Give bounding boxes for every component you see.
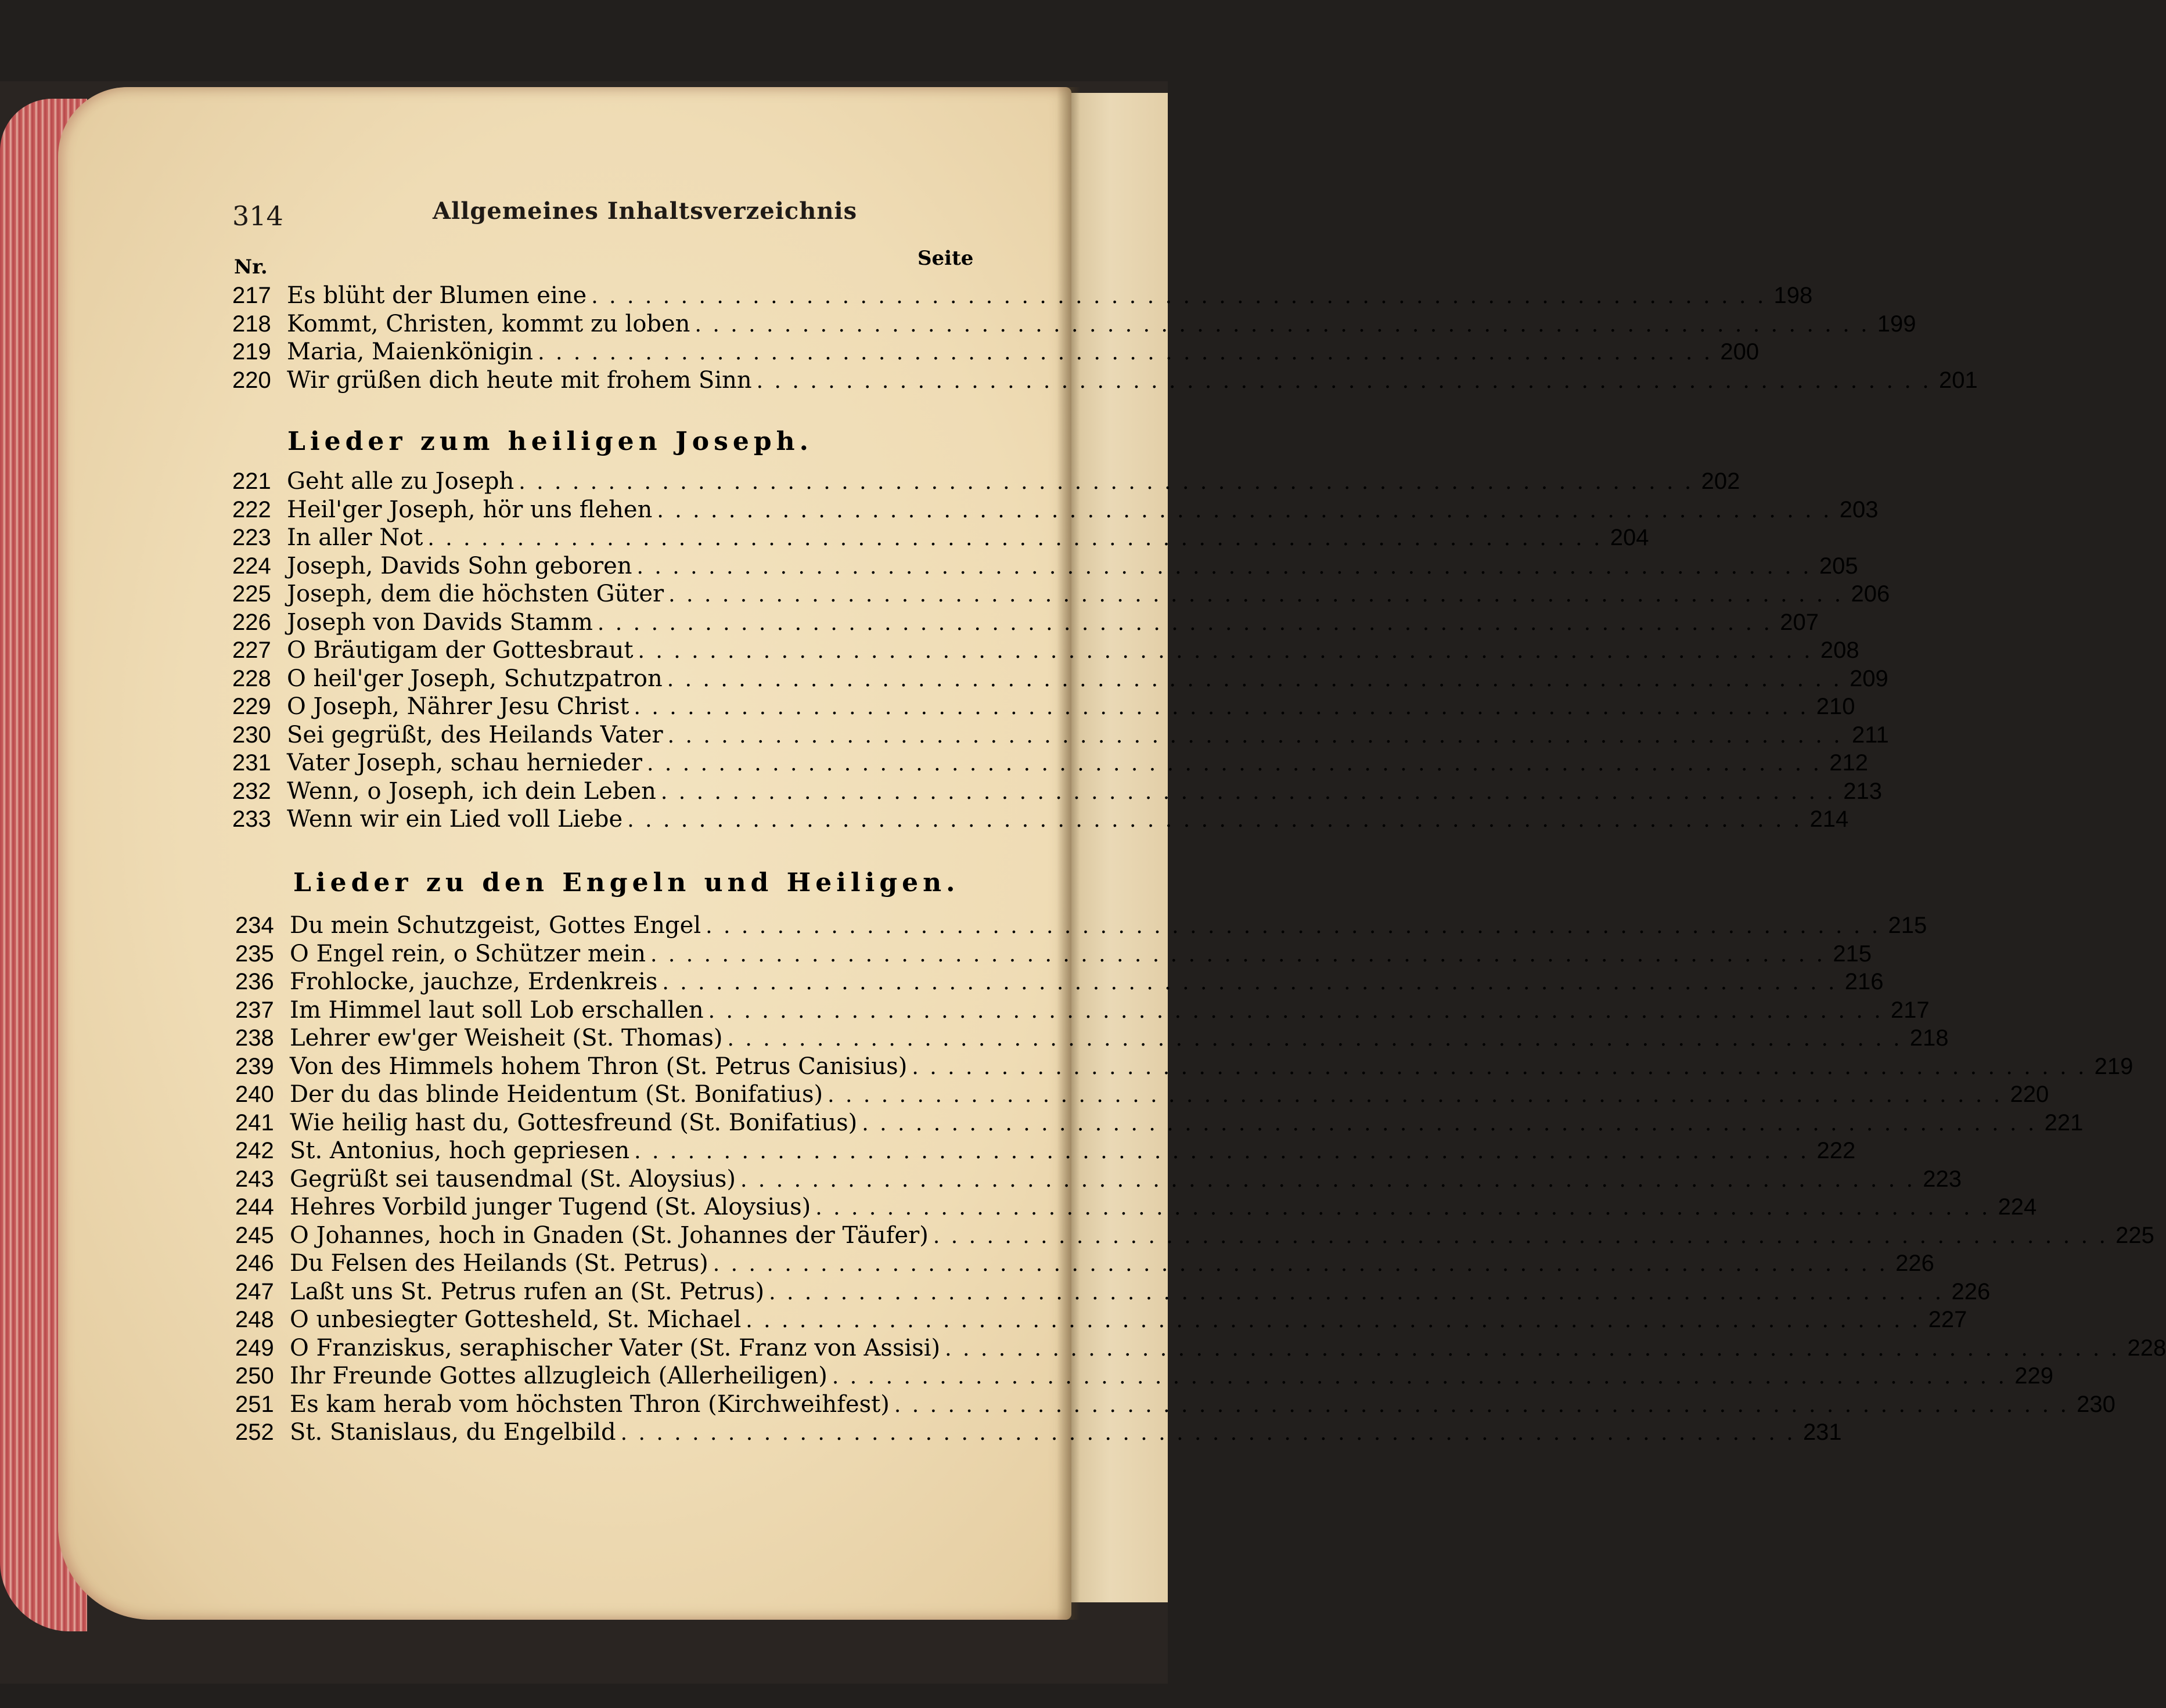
entry-number: 220 (232, 367, 271, 393)
list-item (232, 693, 1855, 721)
list-item (235, 1306, 1967, 1334)
entry-number: 245 (235, 1222, 274, 1248)
list-item (235, 1137, 1856, 1165)
list-item (235, 1334, 2166, 1363)
entry-title: Es blüht der Blumen eine (287, 282, 587, 309)
entry-number: 218 (232, 311, 271, 337)
leader-dots (746, 1307, 1920, 1335)
entry-page: 225 (2115, 1222, 2154, 1248)
leader-dots (427, 525, 1602, 553)
list-item (232, 496, 1879, 524)
list-item (232, 777, 1882, 806)
entry-title: Gegrüßt sei tausendmal (St. Aloysius) (290, 1165, 736, 1192)
section-heading-engel: Lieder zu den Engeln und Heiligen. (293, 868, 960, 898)
leader-dots (634, 694, 1808, 722)
entry-title: In aller Not (287, 524, 423, 551)
entry-number: 233 (232, 806, 271, 832)
entry-title: St. Stanislaus, du Engelbild (290, 1419, 616, 1446)
entry-title: Sei gegrüßt, des Heilands Vater (287, 721, 663, 748)
list-item (232, 467, 1740, 496)
list-item (232, 721, 1889, 749)
list-item (235, 1165, 1962, 1194)
entry-page: 204 (1610, 525, 1649, 550)
entry-number: 238 (235, 1025, 274, 1051)
entry-page: 215 (1888, 913, 1927, 938)
list-item (235, 940, 1872, 968)
leader-dots (912, 1054, 2086, 1082)
entry-list-engel (235, 911, 2166, 1447)
leader-dots (740, 1166, 1915, 1195)
leader-dots (519, 469, 1693, 497)
entry-title: Hehres Vorbild junger Tugend (St. Aloysius) (290, 1194, 811, 1220)
entry-number: 223 (232, 525, 271, 550)
entry-page: 205 (1819, 553, 1858, 579)
entry-number: 240 (235, 1082, 274, 1107)
list-item (232, 805, 1849, 834)
entry-number: 239 (235, 1053, 274, 1079)
entry-number: 250 (235, 1363, 274, 1389)
leader-dots (862, 1110, 2037, 1138)
entry-page: 213 (1843, 778, 1882, 804)
leader-dots (727, 1025, 1902, 1054)
entry-page: 214 (1809, 806, 1849, 832)
entry-list-group1 (232, 282, 1978, 394)
entry-number: 234 (235, 913, 274, 938)
leader-dots (815, 1194, 1990, 1223)
list-item (235, 1080, 2049, 1109)
entry-title: Geht alle zu Joseph (287, 468, 514, 495)
entry-page: 220 (2010, 1082, 2049, 1107)
entry-page: 207 (1780, 609, 1819, 635)
entry-page: 224 (1998, 1194, 2037, 1220)
entry-title: Maria, Maienkönigin (287, 338, 534, 365)
leader-dots (621, 1419, 1796, 1448)
leader-dots (662, 969, 1837, 997)
entry-page: 223 (1923, 1166, 1962, 1192)
list-item (232, 338, 1760, 366)
entry-title: Der du das blinde Heidentum (St. Bonifatius) (290, 1081, 823, 1108)
entry-title: O Franziskus, seraphischer Vater (St. Franz von Assisi) (290, 1334, 941, 1361)
leader-dots (945, 1335, 2120, 1364)
list-item (232, 749, 1869, 777)
list-item (235, 911, 1927, 940)
entry-title: Wir grüßen dich heute mit frohem Sinn (287, 366, 752, 394)
entry-title: O unbesiegter Gottesheld, St. Michael (290, 1306, 742, 1333)
list-item (235, 1278, 1991, 1306)
entry-title: Laßt uns St. Petrus rufen an (St. Petrus) (290, 1278, 765, 1305)
entry-title: O Johannes, hoch in Gnaden (St. Johannes der Täufer) (290, 1221, 929, 1249)
leader-dots (667, 666, 1842, 694)
leader-dots (668, 722, 1843, 751)
list-item (232, 552, 1858, 581)
entry-page: 221 (2044, 1109, 2084, 1136)
entry-title: Es kam herab vom höchsten Thron (Kirchweihfest) (290, 1390, 890, 1418)
leader-dots (638, 637, 1813, 666)
entry-number: 230 (232, 722, 271, 748)
leader-dots (591, 283, 1766, 311)
entry-number: 221 (232, 469, 271, 494)
list-item (235, 1193, 2037, 1221)
entry-title: Wie heilig hast du, Gottesfreund (St. Bonifatius) (290, 1109, 858, 1136)
entry-number: 228 (232, 665, 271, 691)
entry-page: 201 (1939, 367, 1978, 393)
list-item (235, 1249, 1934, 1278)
entry-number: 222 (232, 496, 271, 523)
leader-dots (538, 339, 1712, 367)
page-number: 314 (232, 200, 283, 232)
leader-dots (668, 581, 1843, 610)
leader-dots (627, 806, 1802, 835)
list-item (232, 580, 1890, 608)
entry-page: 211 (1851, 722, 1889, 748)
entry-number: 235 (235, 941, 274, 967)
entry-page: 208 (1820, 637, 1859, 663)
entry-page: 199 (1877, 311, 1916, 337)
list-item (232, 282, 1813, 310)
leader-dots (650, 941, 1825, 970)
entry-title: O Joseph, Nährer Jesu Christ (287, 693, 629, 720)
entry-page: 227 (1928, 1307, 1967, 1332)
entry-number: 225 (232, 581, 271, 607)
leader-dots (894, 1392, 2069, 1420)
entry-page: 226 (1951, 1278, 1991, 1305)
entry-page: 228 (2127, 1335, 2166, 1361)
leader-dots (634, 1138, 1809, 1166)
entry-number: 227 (232, 637, 271, 663)
entry-title: Joseph, Davids Sohn geboren (287, 552, 632, 579)
list-item (232, 636, 1859, 665)
entry-page: 200 (1720, 339, 1760, 365)
list-item (235, 1221, 2154, 1250)
leader-dots (832, 1363, 2007, 1392)
column-header-seite: Seite (918, 247, 974, 270)
entry-title: Frohlocke, jauchze, Erdenkreis (290, 968, 658, 995)
entry-page: 218 (1909, 1025, 1949, 1051)
entry-page: 206 (1851, 581, 1890, 607)
leader-dots (706, 913, 1880, 941)
leader-dots (757, 367, 1931, 396)
entry-title: Lehrer ew'ger Weisheit (St. Thomas) (290, 1025, 723, 1051)
leader-dots (647, 750, 1822, 779)
list-item (232, 608, 1819, 637)
running-title: Allgemeines Inhaltsverzeichnis (433, 197, 858, 225)
entry-title: Von des Himmels hohem Thron (St. Petrus Canisius) (290, 1053, 908, 1080)
entry-page: 231 (1802, 1419, 1842, 1445)
leader-dots (769, 1279, 1944, 1307)
entry-number: 236 (235, 969, 274, 994)
list-item (232, 524, 1649, 552)
entry-page: 202 (1701, 469, 1740, 494)
leader-dots (708, 997, 1883, 1026)
list-item (235, 1053, 2133, 1081)
entry-page: 216 (1844, 969, 1884, 994)
leader-dots (661, 779, 1836, 807)
entry-title: Joseph, dem die höchsten Güter (287, 581, 664, 607)
entry-number: 229 (232, 694, 271, 719)
section-heading-joseph: Lieder zum heiligen Joseph. (287, 427, 813, 456)
entry-title: Joseph von Davids Stamm (287, 608, 593, 636)
entry-number: 244 (235, 1194, 274, 1220)
entry-title: O Engel rein, o Schützer mein (290, 940, 646, 967)
entry-title: Heil'ger Joseph, hör uns flehen (287, 496, 653, 523)
entry-number: 231 (232, 750, 271, 776)
entry-title: O heil'ger Joseph, Schutzpatron (287, 665, 663, 692)
entry-page: 215 (1833, 941, 1872, 967)
entry-page: 210 (1816, 694, 1855, 719)
column-header-nr: Nr. (234, 255, 268, 279)
entry-number: 252 (235, 1419, 274, 1445)
entry-title: Wenn, o Joseph, ich dein Leben (287, 777, 656, 805)
entry-number: 224 (232, 553, 271, 579)
entry-title: Ihr Freunde Gottes allzugleich (Allerheiligen) (290, 1363, 827, 1389)
entry-number: 246 (235, 1251, 274, 1276)
list-item (232, 665, 1888, 693)
leader-dots (827, 1082, 2002, 1110)
entry-title: Wenn wir ein Lied voll Liebe (287, 806, 623, 833)
entry-number: 226 (232, 609, 271, 635)
list-item (235, 1109, 2084, 1137)
entry-number: 243 (235, 1166, 274, 1192)
entry-page: 230 (2077, 1391, 2115, 1417)
entry-number: 251 (235, 1391, 274, 1417)
leader-dots (598, 610, 1772, 638)
entry-title: O Bräutigam der Gottesbraut (287, 637, 634, 664)
entry-title: St. Antonius, hoch gepriesen (290, 1137, 630, 1164)
entry-number: 237 (235, 997, 274, 1023)
list-item (235, 1362, 2053, 1390)
entry-page: 219 (2094, 1053, 2133, 1079)
entry-number: 247 (235, 1278, 274, 1305)
entry-title: Kommt, Christen, kommt zu loben (287, 310, 690, 337)
entry-number: 242 (235, 1138, 274, 1163)
entry-page: 229 (2014, 1363, 2053, 1389)
entry-title: Im Himmel laut soll Lob erschallen (290, 996, 704, 1024)
entry-list-joseph (232, 467, 1890, 834)
entry-number: 219 (232, 339, 271, 365)
list-item (232, 366, 1978, 395)
list-item (232, 310, 1916, 338)
list-item (235, 996, 1930, 1025)
entry-page: 209 (1850, 665, 1888, 691)
entry-number: 248 (235, 1307, 274, 1332)
entry-page: 222 (1816, 1138, 1856, 1163)
list-item (235, 968, 1884, 996)
entry-page: 203 (1839, 496, 1879, 523)
entry-page: 226 (1895, 1251, 1934, 1276)
entry-number: 249 (235, 1335, 274, 1361)
entry-page: 217 (1890, 997, 1930, 1023)
entry-title: Du mein Schutzgeist, Gottes Engel (290, 912, 701, 939)
entry-number: 232 (232, 778, 271, 804)
leader-dots (657, 497, 1832, 525)
list-item (235, 1418, 1842, 1447)
entry-title: Vater Joseph, schau hernieder (287, 749, 642, 776)
entry-title: Du Felsen des Heilands (St. Petrus) (290, 1250, 708, 1277)
leader-dots (695, 311, 1869, 340)
leader-dots (637, 553, 1812, 582)
entry-number: 217 (232, 283, 271, 308)
entry-page: 212 (1829, 750, 1869, 776)
entry-number: 241 (235, 1109, 274, 1136)
leader-dots (933, 1223, 2108, 1251)
list-item (235, 1390, 2115, 1419)
list-item (235, 1024, 1949, 1053)
leader-dots (713, 1251, 1888, 1279)
entry-page: 198 (1773, 283, 1813, 308)
